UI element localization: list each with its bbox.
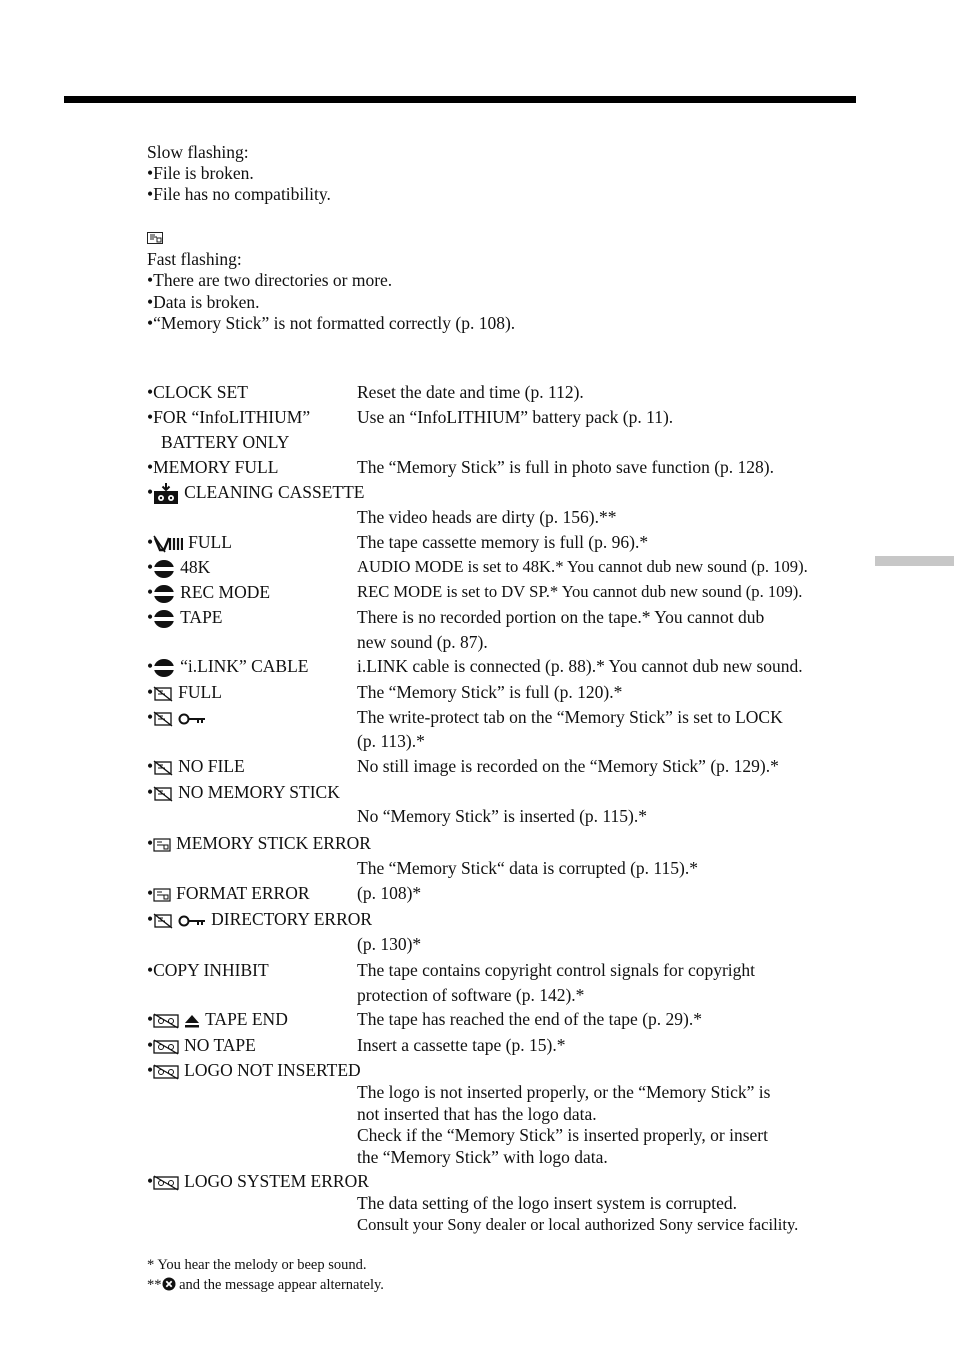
- message-description: new sound (p. 87).: [357, 632, 488, 652]
- message-label: [147, 882, 310, 904]
- bullet: •: [147, 1009, 154, 1029]
- message-description: The “Memory Stick” is full (p. 120).*: [357, 682, 623, 702]
- message-label: [147, 406, 310, 428]
- message-label: [147, 381, 248, 403]
- message-label-text: NO TAPE: [184, 1035, 256, 1055]
- bullet: •: [147, 909, 154, 929]
- message-label-text: FULL: [178, 682, 222, 702]
- dubbing-disabled-icon: [153, 584, 175, 604]
- message-description: Use an “InfoLITHIUM” battery pack (p. 11).: [357, 407, 674, 427]
- fast-item: •There are two directories or more.: [147, 270, 393, 290]
- message-description: No “Memory Stick” is inserted (p. 115).*: [357, 806, 647, 826]
- fast-flashing-heading: Fast flashing:: [147, 249, 242, 269]
- message-label-text: •MEMORY FULL: [147, 457, 279, 477]
- message-description: AUDIO MODE is set to 48K.* You cannot dub new sound (p. 109).: [357, 557, 808, 576]
- message-description: The video heads are dirty (p. 156).**: [357, 507, 617, 527]
- message-label-text: LOGO NOT INSERTED: [184, 1060, 361, 1080]
- section-tab-marker: [875, 556, 954, 566]
- slow-flashing-heading: Slow flashing:: [147, 142, 249, 162]
- message-label: [147, 755, 245, 777]
- bullet: •: [147, 582, 154, 602]
- message-label: [147, 959, 269, 981]
- fast-item: •Data is broken.: [147, 292, 260, 312]
- message-description: (p. 108)*: [357, 883, 422, 903]
- slow-item: •File is broken.: [147, 163, 254, 183]
- message-description: Check if the “Memory Stick” is inserted properly, or insert: [357, 1125, 768, 1145]
- eject-icon: [184, 1014, 200, 1028]
- footnote-marker: **: [147, 1277, 162, 1293]
- message-description: (p. 113).*: [357, 731, 425, 751]
- warning-circle-icon: [162, 1277, 176, 1296]
- tape-icon: [153, 1039, 179, 1055]
- cleaning-cassette-icon: [153, 483, 179, 505]
- message-description: protection of software (p. 142).*: [357, 985, 585, 1005]
- dubbing-disabled-icon: [153, 609, 175, 629]
- message-description: The tape has reached the end of the tape (p. 29).*: [357, 1009, 702, 1029]
- message-label: [147, 556, 210, 579]
- message-description: Consult your Sony dealer or local authorized Sony service facility.: [357, 1215, 799, 1234]
- bullet: •: [147, 1060, 154, 1080]
- bullet: •: [147, 707, 154, 727]
- message-description: The “Memory Stick” is full in photo save function (p. 128).: [357, 457, 775, 477]
- message-label: [147, 1034, 256, 1056]
- message-label: [147, 908, 372, 930]
- footnote-melody: * You hear the melody or beep sound.: [147, 1257, 367, 1273]
- message-description: the “Memory Stick” with logo data.: [357, 1147, 608, 1167]
- message-label-text: “i.LINK” CABLE: [180, 656, 309, 676]
- memory-stick-icon: [153, 686, 173, 702]
- message-label-text: REC MODE: [180, 582, 271, 602]
- message-description: There is no recorded portion on the tape.* You cannot dub: [357, 607, 765, 627]
- message-label-text: TAPE END: [205, 1009, 288, 1029]
- message-label: [147, 781, 340, 803]
- message-description: Reset the date and time (p. 112).: [357, 382, 584, 402]
- message-description: The write-protect tab on the “Memory Stick” is set to LOCK: [357, 707, 783, 727]
- message-description: not inserted that has the logo data.: [357, 1104, 597, 1124]
- message-label-text: LOGO SYSTEM ERROR: [184, 1171, 369, 1191]
- bullet: •: [147, 557, 154, 577]
- message-label-continued: BATTERY ONLY: [161, 432, 290, 452]
- message-label: [147, 531, 232, 553]
- message-label: [147, 1170, 369, 1192]
- bullet: •: [147, 883, 154, 903]
- bullet: •: [147, 756, 154, 776]
- message-label-text: FORMAT ERROR: [176, 883, 310, 903]
- message-label-text: •CLOCK SET: [147, 382, 248, 402]
- memory-stick-icon: [153, 786, 173, 802]
- message-label: [147, 681, 222, 703]
- message-label-text: NO MEMORY STICK: [178, 782, 340, 802]
- bullet: •: [147, 1035, 154, 1055]
- bullet: •: [147, 532, 154, 552]
- slow-item: •File has no compatibility.: [147, 184, 331, 204]
- message-description: Insert a cassette tape (p. 15).*: [357, 1035, 566, 1055]
- message-label-text: FULL: [188, 532, 232, 552]
- message-label: [147, 581, 270, 604]
- tape-icon: [153, 1064, 179, 1080]
- footnote-text: and the message appear alternately.: [175, 1277, 384, 1293]
- memory-stick-error-icon: [153, 888, 171, 902]
- message-label-text: •FOR “InfoLITHIUM”: [147, 407, 311, 427]
- key-lock-icon: [178, 713, 206, 725]
- message-label-text: 48K: [180, 557, 211, 577]
- message-label-text: DIRECTORY ERROR: [211, 909, 373, 929]
- footnote-alternate: [147, 1276, 384, 1296]
- message-description: (p. 130)*: [357, 934, 422, 954]
- message-label: [147, 1059, 361, 1081]
- message-label: [147, 832, 371, 854]
- bullet: •: [147, 482, 154, 502]
- message-label: [147, 481, 364, 505]
- message-label-text: NO FILE: [178, 756, 245, 776]
- key-lock-icon: [178, 915, 206, 927]
- message-label-text: MEMORY STICK ERROR: [176, 833, 371, 853]
- message-label-text: CLEANING CASSETTE: [184, 482, 365, 502]
- tape-icon: [153, 1175, 179, 1191]
- memory-stick-icon: [153, 913, 173, 929]
- message-description: The logo is not inserted properly, or the “Memory Stick” is: [357, 1082, 771, 1102]
- bullet: •: [147, 782, 154, 802]
- message-description: The tape contains copyright control signals for copyright: [357, 960, 756, 980]
- bullet: •: [147, 833, 154, 853]
- memory-stick-error-icon: [153, 838, 171, 852]
- bullet: •: [147, 656, 154, 676]
- message-description: The data setting of the logo insert system is corrupted.: [357, 1193, 738, 1213]
- message-label-text: TAPE: [180, 607, 223, 627]
- bullet: •: [147, 607, 154, 627]
- bullet: •: [147, 682, 154, 702]
- fast-item: •“Memory Stick” is not formatted correctly (p. 108).: [147, 313, 516, 333]
- dubbing-disabled-icon: [153, 658, 175, 678]
- memory-stick-icon: [153, 711, 173, 727]
- message-label: [147, 606, 223, 629]
- message-label: [147, 706, 211, 728]
- message-description: REC MODE is set to DV SP.* You cannot dub new sound (p. 109).: [357, 582, 803, 601]
- bullet: •: [147, 1171, 154, 1191]
- message-label: [147, 456, 278, 478]
- header-rule: [64, 96, 856, 103]
- message-label: [147, 1008, 288, 1030]
- message-description: The “Memory Stick“ data is corrupted (p. 115).*: [357, 858, 698, 878]
- tape-icon: [153, 1013, 179, 1029]
- message-description: i.LINK cable is connected (p. 88).* You cannot dub new sound.: [357, 656, 803, 676]
- cassette-memory-icon: [153, 535, 183, 553]
- message-label: [147, 655, 308, 678]
- message-label-text: •COPY INHIBIT: [147, 960, 269, 980]
- dubbing-disabled-icon: [153, 559, 175, 579]
- message-description: The tape cassette memory is full (p. 96).*: [357, 532, 649, 552]
- message-description: No still image is recorded on the “Memory Stick” (p. 129).*: [357, 756, 779, 776]
- memory-stick-icon: [153, 760, 173, 776]
- memory-stick-error-icon: [147, 227, 163, 249]
